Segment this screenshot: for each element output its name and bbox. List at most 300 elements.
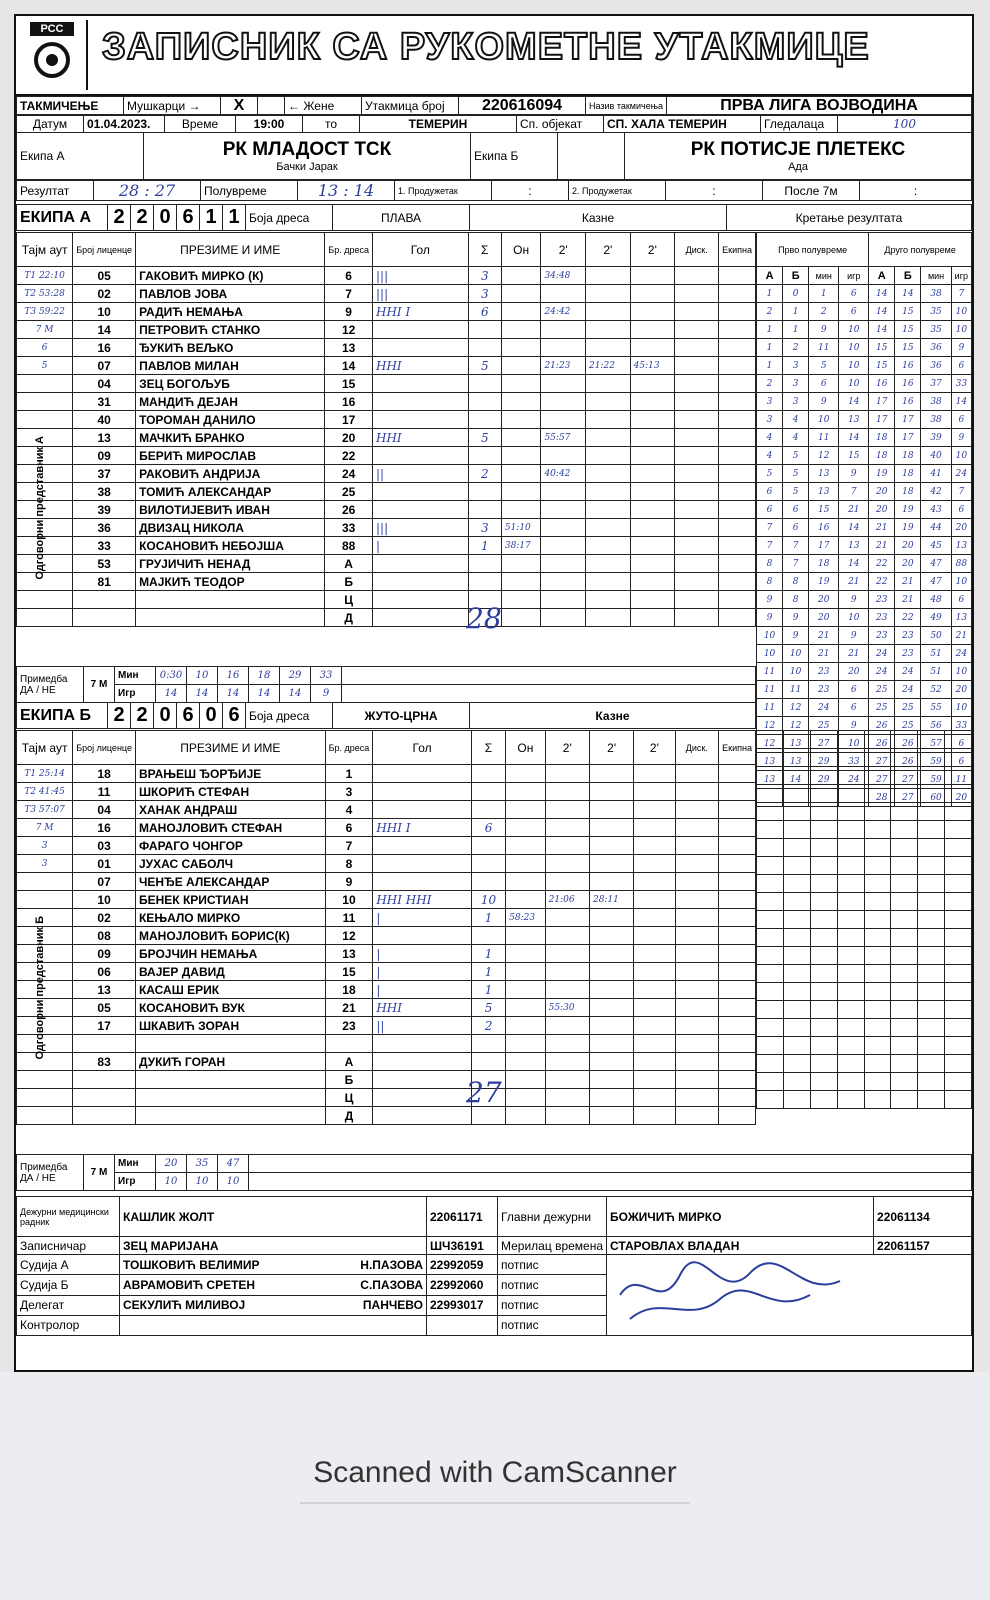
team-penalty-cell xyxy=(719,783,756,801)
team-a-code-digit: 0 xyxy=(154,205,177,231)
jersey-no: 15 xyxy=(325,375,373,393)
progress-cell: 9 xyxy=(783,627,809,645)
jersey-no: 9 xyxy=(325,873,373,891)
goal-tally: HHI xyxy=(373,999,472,1017)
team-b-section-label: ЕКИПА Б xyxy=(17,703,108,729)
grid-cell xyxy=(918,947,945,965)
empty-cell xyxy=(372,555,468,573)
empty-cell xyxy=(506,1071,545,1089)
jersey-no: 1 xyxy=(325,765,373,783)
empty-cell xyxy=(719,1071,756,1089)
grid-row xyxy=(757,929,972,947)
suspension-time xyxy=(589,1017,633,1035)
license-cell: 06 xyxy=(73,963,136,981)
competition-name: ПРВА ЛИГА ВОЈВОДИНА xyxy=(667,97,972,116)
footer-underline xyxy=(300,1502,690,1504)
progress-cell: 6 xyxy=(839,699,869,717)
team-a-section-label: ЕКИПА А xyxy=(17,205,108,231)
progress-cell: 23 xyxy=(809,681,839,699)
license-cell xyxy=(73,1089,136,1107)
grid-cell xyxy=(757,875,784,893)
grid-cell xyxy=(864,947,891,965)
grid-cell xyxy=(783,1073,810,1091)
grid-cell xyxy=(864,767,891,785)
suspension-time: 55:30 xyxy=(545,999,589,1017)
progress-cell: 22 xyxy=(869,573,895,591)
player-name: ВРАЊЕШ ЂОРЂИЈЕ xyxy=(135,765,325,783)
goal-tally: || xyxy=(372,465,468,483)
grid-cell xyxy=(783,1001,810,1019)
player-row xyxy=(17,447,756,465)
ref-a-town: Н.ПАЗОВА xyxy=(360,1257,423,1272)
grid-cell xyxy=(810,1091,837,1109)
license-cell xyxy=(73,1107,136,1125)
suspension-time xyxy=(630,483,675,501)
empty-cell xyxy=(541,609,586,627)
grid-cell xyxy=(891,1019,918,1037)
team-a-7m-table xyxy=(16,666,756,703)
team-penalty-cell xyxy=(719,537,756,555)
progress-cell: 27 xyxy=(869,753,895,771)
license-cell xyxy=(73,609,136,627)
license-cell xyxy=(73,591,136,609)
empty-cell xyxy=(373,1107,472,1125)
goal-sum: 1 xyxy=(468,537,501,555)
team-a-penalties-label: Казне xyxy=(470,205,727,231)
suspension-time: 21:06 xyxy=(545,891,589,909)
sheet-header xyxy=(16,16,972,96)
progress-cell: 4 xyxy=(783,411,809,429)
grid-row xyxy=(757,803,972,821)
team-penalty-cell xyxy=(719,303,756,321)
grid-cell xyxy=(864,1091,891,1109)
progress-cell: 14 xyxy=(839,429,869,447)
progress-row xyxy=(757,609,972,627)
suspension-time xyxy=(586,483,631,501)
player-name: ТОРОМАН ДАНИЛО xyxy=(136,411,325,429)
grid-cell xyxy=(945,947,972,965)
grid-cell xyxy=(891,785,918,803)
progress-cell: 10 xyxy=(839,609,869,627)
first-half-label: Прво полувреме xyxy=(757,233,869,267)
timeout-cell xyxy=(17,393,73,411)
suspension-time xyxy=(586,339,631,357)
player-name: БРОЈЧИН НЕМАЊА xyxy=(135,945,325,963)
grid-cell xyxy=(918,1001,945,1019)
grid-cell xyxy=(918,803,945,821)
grid-cell xyxy=(837,1001,864,1019)
team-b-header xyxy=(16,702,756,729)
progress-row xyxy=(757,591,972,609)
grid-cell xyxy=(864,785,891,803)
progress-cell: 21 xyxy=(869,537,895,555)
goal-tally xyxy=(373,783,472,801)
progress-cell: 13 xyxy=(951,537,971,555)
official-letter: Ц xyxy=(325,1089,373,1107)
timeout-cell xyxy=(17,609,73,627)
grid-row xyxy=(757,767,972,785)
progress-cell: 42 xyxy=(921,483,951,501)
team-b-7m-player: 10 xyxy=(156,1173,187,1191)
progress-cell: 4 xyxy=(757,447,783,465)
progress-cell: 6 xyxy=(757,501,783,519)
team-a-7m-player: 14 xyxy=(156,685,187,703)
player-name: КАСАШ ЕРИК xyxy=(135,981,325,999)
progress-row xyxy=(757,321,972,339)
warning-time xyxy=(501,339,541,357)
progress-cell: 25 xyxy=(869,699,895,717)
jersey-no: 88 xyxy=(325,537,373,555)
grid-cell xyxy=(945,839,972,857)
progress-cell: 5 xyxy=(783,483,809,501)
player-row xyxy=(17,855,756,873)
warning-time xyxy=(506,999,545,1017)
warning-time xyxy=(501,321,541,339)
team-b-code-digit: 2 xyxy=(108,703,131,729)
team-b-code-digit: 0 xyxy=(200,703,223,729)
goal-sum xyxy=(468,483,501,501)
progress-cell: 37 xyxy=(921,375,951,393)
goal-sum xyxy=(471,801,505,819)
disq-cell xyxy=(675,765,719,783)
disq-cell xyxy=(675,375,719,393)
timeout-cell: T3 57:07 xyxy=(17,801,73,819)
ref-b-sign-label: потпис xyxy=(498,1275,607,1295)
suspension-time xyxy=(634,783,675,801)
progress-cell: 38 xyxy=(921,411,951,429)
license-cell: 11 xyxy=(73,783,136,801)
suspension-time xyxy=(545,945,589,963)
suspension-time xyxy=(586,465,631,483)
player-name: ЂУКИЋ ВЕЉКО xyxy=(136,339,325,357)
progress-row xyxy=(757,465,972,483)
col-jersey-no: Бр. дреса xyxy=(325,233,373,267)
license-cell: 16 xyxy=(73,819,136,837)
jersey-no: 33 xyxy=(325,519,373,537)
goal-tally xyxy=(372,501,468,519)
player-row xyxy=(17,339,756,357)
goal-tally: | xyxy=(373,981,472,999)
progress-cell: 22 xyxy=(869,555,895,573)
jersey-no: 12 xyxy=(325,321,373,339)
progress-cell: 15 xyxy=(809,501,839,519)
progress-cell: 6 xyxy=(839,681,869,699)
progress-cell: 14 xyxy=(869,321,895,339)
license-cell: 40 xyxy=(73,411,136,429)
suspension-time xyxy=(545,819,589,837)
grid-cell xyxy=(918,1019,945,1037)
progress-cell: 6 xyxy=(951,735,971,753)
progress-cell: 21 xyxy=(809,645,839,663)
match-number: 220616094 xyxy=(459,97,586,116)
grid-row xyxy=(757,965,972,983)
empty-cell xyxy=(675,609,719,627)
goal-tally: ||| xyxy=(372,267,468,285)
jersey-no: 15 xyxy=(325,963,373,981)
goal-sum: 10 xyxy=(471,891,505,909)
grid-cell xyxy=(864,983,891,1001)
progress-cell: 27 xyxy=(809,735,839,753)
jersey-no: 25 xyxy=(325,483,373,501)
progress-cell: 7 xyxy=(757,519,783,537)
scorer-label: Записничар xyxy=(17,1237,120,1255)
grid-row xyxy=(757,947,972,965)
jersey-no: 6 xyxy=(325,267,373,285)
team-b-total: 27 xyxy=(466,1076,502,1109)
progress-cell: 18 xyxy=(869,447,895,465)
progress-cell: 52 xyxy=(921,681,951,699)
grid-cell xyxy=(864,965,891,983)
progress-cell: 18 xyxy=(895,465,921,483)
grid-cell xyxy=(945,1091,972,1109)
team-penalty-cell xyxy=(719,765,756,783)
license-cell: 31 xyxy=(73,393,136,411)
official-letter: Д xyxy=(325,1107,373,1125)
grid-cell xyxy=(918,1037,945,1055)
match-info-table xyxy=(16,96,972,116)
license-cell xyxy=(73,1035,136,1053)
progress-row xyxy=(757,339,972,357)
goal-tally: || xyxy=(373,1017,472,1035)
goal-tally: | xyxy=(373,909,472,927)
team-penalty-cell xyxy=(719,927,756,945)
grid-cell xyxy=(918,785,945,803)
jersey-no: 26 xyxy=(325,501,373,519)
grid-cell xyxy=(783,1019,810,1037)
jersey-no xyxy=(325,1035,373,1053)
men-label: Мушкарци → xyxy=(124,97,221,116)
suspension-time xyxy=(630,321,675,339)
goal-sum xyxy=(468,321,501,339)
progress-cell: 14 xyxy=(869,303,895,321)
warning-time xyxy=(506,1017,545,1035)
ref-b-town: С.ПАЗОВА xyxy=(360,1277,423,1292)
progress-cell: 26 xyxy=(869,735,895,753)
progress-row xyxy=(757,501,972,519)
goal-tally xyxy=(373,765,472,783)
player-name: ХАНАК АНДРАШ xyxy=(135,801,325,819)
player-name: ВИЛОТИЈЕВИЋ ИВАН xyxy=(136,501,325,519)
grid-cell xyxy=(891,1055,918,1073)
grid-cell xyxy=(783,983,810,1001)
suspension-time xyxy=(634,873,675,891)
jersey-no: 14 xyxy=(325,357,373,375)
disq-cell xyxy=(675,981,719,999)
player-name xyxy=(135,1035,325,1053)
suspension-time xyxy=(541,537,586,555)
suspension-time xyxy=(630,339,675,357)
progress-cell: 6 xyxy=(951,753,971,771)
progress-cell: 10 xyxy=(951,303,971,321)
goal-tally xyxy=(372,411,468,429)
official-letter: А xyxy=(325,1053,373,1071)
suspension-time xyxy=(634,891,675,909)
disq-cell xyxy=(675,303,719,321)
team-b-7m-min: 35 xyxy=(187,1155,218,1173)
team-penalty-cell xyxy=(719,393,756,411)
team-a-progress-label: Кретање резултата xyxy=(727,205,972,231)
result-label: Резултат xyxy=(17,181,94,201)
progress-cell: 21 xyxy=(895,573,921,591)
warning-time: 51:10 xyxy=(501,519,541,537)
progress-cell: 57 xyxy=(921,735,951,753)
suspension-time xyxy=(586,393,631,411)
progress-cell: 48 xyxy=(921,591,951,609)
col-warning: Он xyxy=(506,731,545,765)
team-a-header xyxy=(16,204,972,231)
grid-cell xyxy=(837,821,864,839)
grid-cell xyxy=(864,857,891,875)
team-b-label: Екипа Б xyxy=(471,133,558,180)
progress-cell: 1 xyxy=(757,321,783,339)
progress-cell: 25 xyxy=(869,681,895,699)
progress-cell: 10 xyxy=(839,735,869,753)
result-table xyxy=(16,180,972,201)
team-penalty-cell xyxy=(719,855,756,873)
progress-cell: 25 xyxy=(809,717,839,735)
player-row xyxy=(17,999,756,1017)
chief-label: Главни дежурни xyxy=(498,1197,607,1237)
ref-b-number: 22992060 xyxy=(427,1275,498,1295)
ref-b-label: Судија Б xyxy=(17,1275,120,1295)
grid-cell xyxy=(918,983,945,1001)
suspension-time xyxy=(545,963,589,981)
progress-cell: 2 xyxy=(757,303,783,321)
progress-cell: 18 xyxy=(895,483,921,501)
progress-cell: 11 xyxy=(951,771,971,789)
progress-cell: 59 xyxy=(921,753,951,771)
suspension-time xyxy=(589,999,633,1017)
progress-cell: 20 xyxy=(951,789,971,807)
progress-cell: 5 xyxy=(757,465,783,483)
empty-cell xyxy=(589,1089,633,1107)
warning-time xyxy=(506,873,545,891)
goal-sum xyxy=(468,339,501,357)
grid-cell xyxy=(891,821,918,839)
team-penalty-cell xyxy=(719,999,756,1017)
suspension-time xyxy=(630,375,675,393)
progress-row xyxy=(757,483,972,501)
progress-cell: 15 xyxy=(895,303,921,321)
progress-cell: 15 xyxy=(895,339,921,357)
progress-cell: 9 xyxy=(951,429,971,447)
license-cell: 02 xyxy=(73,285,136,303)
goal-sum: 3 xyxy=(468,519,501,537)
player-name: КЕЊАЛО МИРКО xyxy=(135,909,325,927)
grid-cell xyxy=(918,821,945,839)
grid-cell xyxy=(837,767,864,785)
warning-time xyxy=(501,483,541,501)
warning-time xyxy=(501,303,541,321)
license-cell: 16 xyxy=(73,339,136,357)
grid-cell xyxy=(945,1037,972,1055)
license-cell: 14 xyxy=(73,321,136,339)
progress-cell: 18 xyxy=(895,447,921,465)
grid-cell xyxy=(783,785,810,803)
second-half-label: Друго полувреме xyxy=(869,233,972,267)
grid-cell xyxy=(757,911,784,929)
suspension-time: 21:23 xyxy=(541,357,586,375)
col-goals: Гол xyxy=(373,731,472,765)
grid-cell xyxy=(918,731,945,749)
license-cell: 10 xyxy=(73,303,136,321)
progress-cell: 33 xyxy=(951,717,971,735)
warning-time xyxy=(506,1035,545,1053)
grid-cell xyxy=(945,821,972,839)
disq-cell xyxy=(675,339,719,357)
player-name: ЈУХАС САБОЛЧ xyxy=(135,855,325,873)
progress-cell: 14 xyxy=(839,393,869,411)
suspension-time xyxy=(586,321,631,339)
empty-cell xyxy=(373,1071,472,1089)
scanner-text: Scanned with CamScanner xyxy=(313,1456,677,1489)
progress-cell: 27 xyxy=(895,789,921,807)
team-penalty-cell xyxy=(719,483,756,501)
grid-cell xyxy=(918,911,945,929)
timeout-cell: T1 22:10 xyxy=(17,267,73,285)
competition-label: ТАКМИЧЕЊЕ xyxy=(17,97,124,116)
empty-cell xyxy=(506,1089,545,1107)
grid-row xyxy=(757,983,972,1001)
grid-cell xyxy=(945,911,972,929)
official-row xyxy=(17,573,756,591)
goal-sum xyxy=(468,411,501,429)
grid-row xyxy=(757,1091,972,1109)
player-row xyxy=(17,357,756,375)
suspension-time xyxy=(541,519,586,537)
player-name: ШКАВИЋ ЗОРАН xyxy=(135,1017,325,1035)
progress-cell: 1 xyxy=(757,357,783,375)
progress-cell: 38 xyxy=(921,393,951,411)
ref-a-number: 22992059 xyxy=(427,1255,498,1275)
goal-tally xyxy=(373,801,472,819)
team-a-7m-min: 18 xyxy=(249,667,280,685)
progress-cell: 44 xyxy=(921,519,951,537)
suspension-time xyxy=(589,783,633,801)
grid-cell xyxy=(891,803,918,821)
goal-tally xyxy=(372,339,468,357)
team-penalty-cell xyxy=(719,357,756,375)
goal-tally xyxy=(372,393,468,411)
grid-cell xyxy=(864,1019,891,1037)
empty-cell xyxy=(372,591,468,609)
empty-cell xyxy=(372,609,468,627)
empty-cell xyxy=(545,1089,589,1107)
disq-cell xyxy=(675,819,719,837)
grid-cell xyxy=(783,1037,810,1055)
progress-cell: 25 xyxy=(895,717,921,735)
progress-cell: 25 xyxy=(895,699,921,717)
progress-cell: 14 xyxy=(839,555,869,573)
progress-cell: 29 xyxy=(809,771,839,789)
match-place: ТЕМЕРИН xyxy=(360,115,517,133)
license-cell: 05 xyxy=(73,999,136,1017)
license-cell: 04 xyxy=(73,375,136,393)
license-cell xyxy=(73,1071,136,1089)
disq-cell xyxy=(675,267,719,285)
jersey-no: 13 xyxy=(325,945,373,963)
goal-sum xyxy=(468,393,501,411)
empty-cell xyxy=(545,1107,589,1125)
suspension-time xyxy=(589,927,633,945)
grid-cell xyxy=(757,731,784,749)
team-penalty-cell xyxy=(719,801,756,819)
warning-time xyxy=(506,927,545,945)
grid-cell xyxy=(810,965,837,983)
empty-cell xyxy=(501,573,541,591)
goal-sum: 5 xyxy=(471,999,505,1017)
timeout-cell xyxy=(17,1071,73,1089)
